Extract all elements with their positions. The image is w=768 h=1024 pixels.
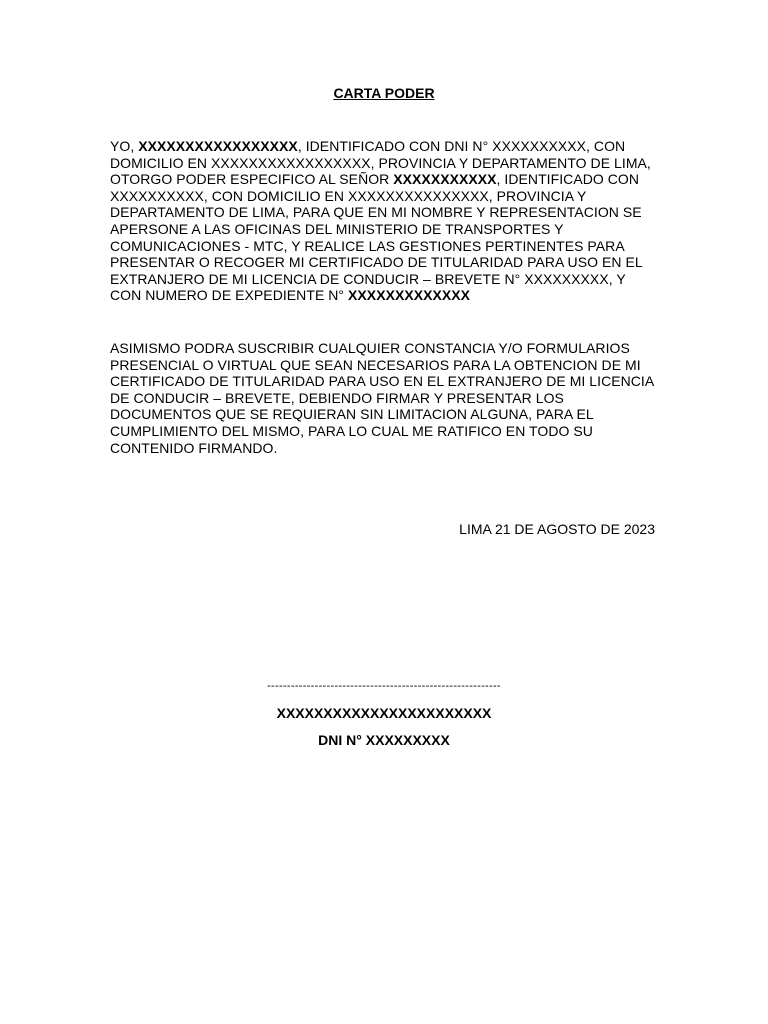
paragraph1-text-3: , IDENTIFICADO CON XXXXXXXXXX, CON DOMICILIO EN XXXXXXXXXXXXXXX, PROVINCIA Y DEPARTAMENTO DE LIMA, PARA QUE EN MI NOMBRE Y REPRESENTACION SE APERSONE A LAS OFICINAS DEL MINISTERIO DE TRANSPORTES Y COMUNICACIONES - MTC, Y REALICE LAS GESTIONES PERTINENTES PARA PRESENTAR O RECOGER MI CERTIFICADO DE TITULARIDAD PARA USO EN EL EXTRANJERO DE MI LICENCIA DE CONDUCIR – BREVETE N° XXXXXXXXX, Y CON NUMERO DE EXPEDIENTE N° — [110, 171, 643, 304]
signatory-dni: DNI N° XXXXXXXXX — [318, 732, 450, 748]
attorney-name: XXXXXXXXXXX — [393, 171, 497, 188]
document-date: LIMA 21 DE AGOSTO DE 2023 — [459, 521, 655, 537]
paragraph-additional-powers: ASIMISMO PODRA SUSCRIBIR CUALQUIER CONSTANCIA Y/O FORMULARIOS PRESENCIAL O VIRTUAL QUE SEAN NECESARIOS PARA LA OBTENCION DE MI CERTIFICADO DE TITULARIDAD PARA USO EN EL EXTRANJERO DE MI LICENCIA DE CONDUCIR – BREVETE, DEBIENDO FIRMAR Y PRESENTAR LOS DOCUMENTOS QUE SE REQUIERAN SIN LIMITACION ALGUNA, PARA EL CUMPLIMIENTO DEL MISMO, PARA LO CUAL ME RATIFICO EN TODO SU CONTENIDO FIRMANDO. — [110, 340, 654, 456]
document-title: CARTA PODER — [333, 85, 435, 101]
file-number: XXXXXXXXXXXXX — [348, 287, 471, 304]
signature-line: ----------------------------------------------------------- — [267, 680, 501, 692]
paragraph1-text-1: YO, — [110, 138, 139, 154]
signatory-name: XXXXXXXXXXXXXXXXXXXXXXX — [276, 705, 492, 721]
paragraph1-text-2: , IDENTIFICADO CON DNI N° XXXXXXXXXX, CON DOMICILIO EN XXXXXXXXXXXXXXXXX, PROVINCIA Y DEPARTAMENTO DE LIMA, OTORGO PODER ESPECIFICO AL SEÑOR — [110, 138, 651, 188]
grantor-name: XXXXXXXXXXXXXXXXX — [138, 138, 298, 154]
paragraph-granting-power — [110, 138, 658, 304]
